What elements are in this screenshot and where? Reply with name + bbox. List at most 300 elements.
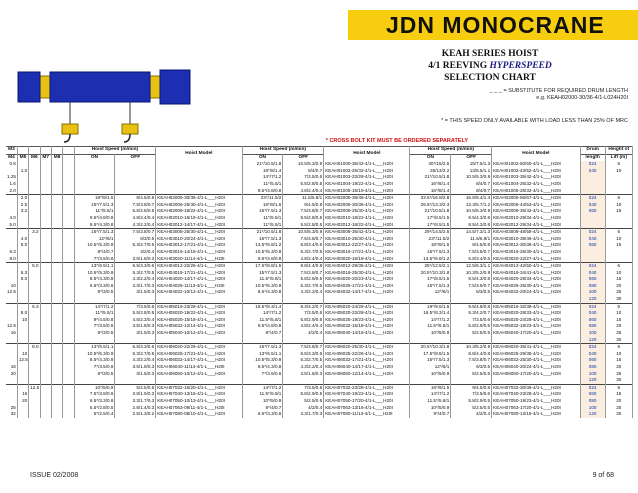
row-class-m8	[51, 202, 62, 209]
row-class-m6	[29, 249, 40, 256]
row-class-m7	[40, 303, 51, 310]
table-row	[6, 263, 633, 270]
row-speed1-off: 3.5/1.8/0.3	[115, 256, 156, 263]
header-on-3: ON	[410, 154, 451, 161]
row-class-m8	[51, 236, 62, 243]
row-model3: KEAH01003-35/42-4/1-L___H20I	[492, 174, 581, 181]
row-speed3-on: 14*/7/1.2	[410, 391, 451, 398]
row-model1: KEAH06050-10/12-4/1-L___H20I	[156, 371, 242, 378]
row-speed1-on: 13*/6.5/1.1	[74, 263, 115, 270]
header-hoist-speed-3: Hoist Speed (m/min)	[410, 147, 492, 155]
row-speed2-off: 5.3/2.7/0.5	[283, 283, 324, 290]
row-model2: KEAH07032-23/28-4/1-L___H20I	[324, 384, 410, 391]
note-example: e.g. KEAH02000-30/36-4/1-L024H20I	[536, 95, 628, 101]
row-class-m3: 12.5	[7, 289, 16, 295]
row-class-m7	[40, 398, 51, 405]
row-model1: KEAH05020-19/22-4/1-L___H20I	[156, 310, 242, 317]
row-speed3-on	[410, 377, 451, 384]
row-class-m3	[6, 337, 17, 344]
row-speed3-off: 12.5/6.3/1.1	[451, 263, 492, 270]
row-speed3-on: 33.5*/16.8/2.8	[410, 195, 451, 202]
note-asterisk: * = THIS SPEED ONLY AVAILABLE WITH LOAD LESS THAN 25% OF MRC	[441, 118, 628, 124]
row-speed3-off: 8/4/0.7	[451, 188, 492, 195]
row-speed1-off: 5/2.5/0.5	[115, 384, 156, 391]
row-speed2-off: 10.5/5.3/0.9	[283, 161, 324, 168]
row-class-m8	[51, 195, 62, 202]
row-speed1-off: 7/3.5/0.6	[115, 303, 156, 310]
row-speed2-off: 8.3/4.2/0.7	[283, 303, 324, 310]
row-speed2-on: 17.5*/8.8/1.5	[242, 263, 283, 270]
title-reeving-prefix: 4/1 REEVING	[428, 61, 490, 71]
row-speed2-on: 11*/5.5/1	[242, 215, 283, 222]
row-class-m3	[6, 195, 17, 202]
row-speed3-off: 7.5/3.8/0.7	[451, 357, 492, 364]
row-drum-length: 080	[580, 398, 605, 405]
row-speed2-on: 10*/5/0.9	[242, 398, 283, 405]
row-lift-height: 10	[605, 310, 632, 317]
row-speed3-off: 7.5/3.8/0.7	[451, 249, 492, 256]
row-class-m6	[29, 168, 40, 175]
row-speed2-on: 8.5*/4.3/0.8	[242, 364, 283, 371]
row-class-m5	[17, 263, 28, 270]
issue-date: ISSUE 02/2008	[30, 472, 79, 479]
table-row	[6, 351, 633, 358]
row-speed1-on: 14*/7/1.2	[74, 303, 115, 310]
row-speed3-on: 14*/7/1.2	[410, 317, 451, 324]
row-speed3-on: 16*/8/1.4	[410, 188, 451, 195]
row-class-m8	[51, 323, 62, 330]
row-speed1-on: 7*/3.5/0.6	[74, 256, 115, 263]
row-speed1-on: 8.5*/4.3/0.8	[74, 222, 115, 229]
row-speed2-on: 16.5*/8.3/1.4	[242, 303, 283, 310]
row-speed1-off: 5.5/2.8/0.5	[115, 310, 156, 317]
table-row	[6, 195, 633, 202]
row-lift-height: 15	[605, 391, 632, 398]
row-class-m6	[29, 357, 40, 364]
row-class-m8	[51, 405, 62, 412]
row-class-m5	[17, 256, 28, 263]
row-speed1-off	[115, 296, 156, 303]
row-speed2-on: 15*/7.5/1.3	[242, 344, 283, 351]
row-class-m3	[6, 296, 17, 303]
row-class-m8	[51, 263, 62, 270]
row-class-m5: 10	[17, 317, 28, 324]
row-speed3-off: 8.5/4.3/0.8	[451, 222, 492, 229]
row-drum-length: 024	[580, 229, 605, 236]
row-model1: KEAH02008-18/22-4/1-L___H20I	[156, 208, 242, 215]
row-speed2-on: 14*/7/1.2	[242, 174, 283, 181]
row-model3: KEAH04032-20/24-4/1-L___H20I	[492, 289, 581, 296]
row-model2: KEAH01003-23/28-4/1-L___H20I	[324, 174, 410, 181]
row-speed2-off: 4/2/0.4	[283, 330, 324, 337]
row-model2: KEAH04016-25/30-4/1-L___H20I	[324, 270, 410, 277]
row-model1: KEAH05025-15/18-4/1-L___H20I	[156, 317, 242, 324]
row-speed2-on: 21*/10.5/1.8	[242, 161, 283, 168]
row-speed3-off: 8.5/4.3/0.8	[451, 276, 492, 283]
row-speed3-on: 10*/5/0.9	[410, 371, 451, 378]
row-drum-length: 060	[580, 357, 605, 364]
row-model1	[156, 188, 242, 195]
table-row	[6, 371, 633, 378]
row-speed3-on: 17*/8.5/1.5	[410, 222, 451, 229]
row-model3: KEAH03012-30/36-4/1-L___H20I	[492, 242, 581, 249]
header-height-of: Height of	[605, 147, 632, 155]
row-class-m3	[6, 317, 17, 324]
row-speed1-off: 6/3/0.5	[115, 236, 156, 243]
row-model2: KEAH07040-19/22-4/1-L___H20I	[324, 391, 410, 398]
row-speed3-off: 9/4.5/0.8	[451, 384, 492, 391]
row-speed2-on: 9.5*/4.8/0.8	[242, 256, 283, 263]
row-model3: KEAH03020-22/27-4/1-L___H20I	[492, 256, 581, 263]
row-speed2-off: 4.8/2.4/0.4	[283, 188, 324, 195]
header-m4: M4	[6, 154, 17, 161]
row-model1: KEAH04025-11/13-4/1-L___H20I	[156, 283, 242, 290]
row-model3: KEAH06025-29/35-4/1-L___H20I	[492, 351, 581, 358]
row-speed2-off: 6.5/3.3/0.6	[283, 351, 324, 358]
row-speed1-on: 15*/7.5/1.3	[74, 202, 115, 209]
row-model1: KEAH07080-08/10-4/1-L___H20I	[156, 411, 242, 418]
row-model1: KEAH06040-11/14-4/1-L___H20I	[156, 364, 242, 371]
row-speed3-on	[410, 296, 451, 303]
row-speed3-off: 10.3/5.2/0.9	[451, 270, 492, 277]
hoist-illustration	[10, 36, 215, 146]
row-speed2-on: 7*/3.5/0.6	[242, 371, 283, 378]
row-model2: KEAH07050-17/20-4/1-L___H20I	[324, 398, 410, 405]
row-class-m5: 16	[17, 391, 28, 398]
row-class-m8	[51, 296, 62, 303]
row-speed1-on: 10*/5/0.9	[74, 384, 115, 391]
row-speed2-on: 11*/5.5/1	[242, 181, 283, 188]
row-speed2-on: 16*/8/1.4	[242, 168, 283, 175]
row-speed3-on: 29*/14.5/2.5	[410, 229, 451, 236]
row-speed1-on: 11*/5.5/1	[74, 208, 115, 215]
row-model3: KEAH07080-13/16-4/1-L___H20I	[492, 411, 581, 418]
row-speed2-on: 13*/6.5/1.1	[242, 351, 283, 358]
row-speed2-on: 13.5*/6.8/1.2	[242, 242, 283, 249]
row-drum-length	[580, 188, 605, 195]
row-model3: KEAH01004-26/32-4/1-L___H20I	[492, 181, 581, 188]
row-speed1-on: 5.5*/2.8/0.5	[74, 405, 115, 412]
table-row	[6, 236, 633, 243]
row-class-m7	[40, 270, 51, 277]
row-class-m7	[40, 242, 51, 249]
row-class-m8	[51, 411, 62, 418]
row-drum-length: 120	[580, 296, 605, 303]
row-class-m5	[17, 174, 28, 181]
row-class-m6	[29, 296, 40, 303]
header-m5: M5	[17, 154, 28, 161]
row-model2: KEAH02005-38/46-4/1-L___H20I	[324, 195, 410, 202]
row-model3: KEAH01005-26/32-4/1-L___H20I	[492, 188, 581, 195]
row-speed2-off: 3.3/1.7/0.3	[283, 411, 324, 418]
row-drum-length: 040	[580, 351, 605, 358]
row-speed3-off: 11.5/5.8/1	[451, 236, 492, 243]
row-model3: KEAH07050-19/23-4/1-L___H20I	[492, 398, 581, 405]
row-class-m6	[29, 174, 40, 181]
table-row	[6, 364, 633, 371]
selection-table	[6, 146, 633, 418]
row-speed3-on: 12*/6/1	[410, 364, 451, 371]
row-class-m6	[29, 161, 40, 168]
row-model2: KEAH03012-22/27-4/1-L___H20I	[324, 242, 410, 249]
row-class-m7	[40, 256, 51, 263]
row-class-m8	[51, 270, 62, 277]
row-lift-height: 15	[605, 276, 632, 283]
hoist-drawing	[18, 70, 190, 142]
row-drum-length: 040	[580, 310, 605, 317]
row-speed2-on	[242, 296, 283, 303]
row-drum-length: 120	[580, 411, 605, 418]
row-class-m5	[17, 364, 28, 371]
row-speed1-on	[74, 296, 115, 303]
row-speed3-off: 10.5/5.3/0.9	[451, 174, 492, 181]
row-speed3-on: 20.5*/10.3/1.8	[410, 344, 451, 351]
row-speed1-on: 13*/6.5/1.1	[74, 344, 115, 351]
row-speed3-off: 7.5/3.8/0.7	[451, 283, 492, 290]
row-drum-length: 100	[580, 405, 605, 412]
row-speed1-off: 3.3/1.7/0.3	[115, 283, 156, 290]
row-speed1-on: 7*/3.5/0.6	[74, 364, 115, 371]
row-speed3-on: 23*/11.5/2	[410, 236, 451, 243]
row-class-m5: 2.0	[17, 195, 28, 202]
table-row	[6, 161, 633, 168]
row-speed1-on: 8.5*/4.3/0.8	[74, 357, 115, 364]
row-class-m7	[40, 161, 51, 168]
row-speed2-on: 6.5*/3.3/0.6	[242, 411, 283, 418]
row-class-m6	[29, 371, 40, 378]
header-on-1: ON	[74, 154, 115, 161]
row-speed2-off: 7.5/3.8/0.7	[283, 270, 324, 277]
row-class-m8	[51, 168, 62, 175]
row-model2	[324, 337, 410, 344]
row-speed1-off: 4.8/2.4/0.4	[115, 215, 156, 222]
row-speed1-off	[115, 168, 156, 175]
row-speed3-off	[451, 337, 492, 344]
row-model3: KEAH03016-25/30-4/1-L___H20I	[492, 249, 581, 256]
row-speed1-off: 3/1.5/0.3	[115, 371, 156, 378]
row-class-m6	[29, 181, 40, 188]
row-class-m7	[40, 174, 51, 181]
table-row	[6, 310, 633, 317]
row-class-m8	[51, 222, 62, 229]
row-speed2-on: 15*/7.5/1.3	[242, 236, 283, 243]
row-model3: KEAH03010-38/46-4/1-L___H20I	[492, 236, 581, 243]
row-speed2-off: 7.5/3.8/0.7	[283, 236, 324, 243]
row-class-m8	[51, 303, 62, 310]
row-model2: KEAH03010-25/30-4/1-L___H20I	[324, 236, 410, 243]
row-model2: KEAH06040-14/17-4/1-L___H20I	[324, 364, 410, 371]
row-speed2-on: 11*/5.5/1	[242, 222, 283, 229]
row-class-m7	[40, 283, 51, 290]
row-class-m6	[29, 215, 40, 222]
row-class-m8	[51, 242, 62, 249]
row-speed2-on: 8.5*/4.3/0.8	[242, 289, 283, 296]
row-model2: KEAH05040-14/16-4/1-L___H20I	[324, 330, 410, 337]
row-lift-height: 10	[605, 351, 632, 358]
row-speed1-off	[115, 174, 156, 181]
row-class-m8	[51, 398, 62, 405]
row-class-m5: 6.3	[17, 270, 28, 277]
header-off-3: OFF	[451, 154, 492, 161]
row-model2: KEAH01005-16/19-4/1-L___H20I	[324, 188, 410, 195]
row-speed2-off: 7/3.5/0.6	[283, 310, 324, 317]
row-drum-length: 060	[580, 242, 605, 249]
row-model3: KEAH05020-28/33-4/1-L___H20I	[492, 310, 581, 317]
row-class-m7	[40, 371, 51, 378]
row-speed3-on: 11.5*/5.8/1	[410, 398, 451, 405]
row-speed1-off: 3.3/1.7/0.3	[115, 398, 156, 405]
row-class-m6: 8.0	[29, 344, 40, 351]
row-class-m3	[6, 270, 17, 277]
note-cross-bolt: * CROSS BOLT KIT MUST BE ORDERED SEPARATELY	[325, 138, 468, 144]
row-class-m8	[51, 276, 62, 283]
row-class-m6	[29, 208, 40, 215]
row-model1	[156, 296, 242, 303]
row-model2: KEAH06032-17/21-4/1-L___H20I	[324, 357, 410, 364]
row-lift-height: 30	[605, 337, 632, 344]
row-lift-height: 10	[605, 202, 632, 209]
row-class-m8	[51, 364, 62, 371]
row-speed1-on: 15*/7.5/1.3	[74, 229, 115, 236]
table-row	[6, 330, 633, 337]
table-row	[6, 174, 633, 181]
header-off-2: OFF	[283, 154, 324, 161]
row-class-m8	[51, 377, 62, 384]
row-class-m7	[40, 208, 51, 215]
row-speed1-off: 7.5/3.8/0.7	[115, 229, 156, 236]
row-speed3-on: 17*/8.5/1.5	[410, 215, 451, 222]
row-model2: KEAH07080-11/13-4/1-L___H20I	[324, 411, 410, 418]
row-lift-height: 30	[605, 411, 632, 418]
row-speed2-on: 8*/4/0.7	[242, 330, 283, 337]
row-speed3-off: 9.5/4.8/0.8	[451, 303, 492, 310]
row-lift-height: 6	[605, 303, 632, 310]
row-class-m3: 8.0	[6, 256, 17, 263]
row-model1: KEAH07032-16/20-4/1-L___H20I	[156, 384, 242, 391]
row-lift-height	[605, 188, 632, 195]
row-model2: KEAH05032-15/18-4/1-L___H20I	[324, 323, 410, 330]
row-speed1-on: 6*/3/0.5	[74, 330, 115, 337]
header-drum: Drum	[580, 147, 605, 155]
row-speed2-on	[242, 337, 283, 344]
row-drum-length: 100	[580, 330, 605, 337]
row-speed3-on	[410, 337, 451, 344]
header-lift: Lift (m)	[605, 154, 632, 161]
row-drum-length: 060	[580, 391, 605, 398]
row-model2: KEAH06050-12/14-4/1-L___H20I	[324, 371, 410, 378]
row-model3: KEAH06050-17/20-4/1-L___H20I	[492, 371, 581, 378]
row-class-m8	[51, 330, 62, 337]
row-model1: KEAH06032-14/17-4/1-L___H20I	[156, 357, 242, 364]
row-drum-length: 040	[580, 236, 605, 243]
header-m7: M7	[40, 154, 51, 161]
row-model1: KEAH04032-10/12-4/1-L___H20I	[156, 289, 242, 296]
row-speed3-off: 8.5/4.3/0.8	[451, 215, 492, 222]
row-class-m7	[40, 377, 51, 384]
row-model1	[156, 168, 242, 175]
row-model1: KEAH04016-17/21-4/1-L___H20I	[156, 270, 242, 277]
row-class-m6	[29, 222, 40, 229]
row-lift-height	[605, 215, 632, 222]
table-row	[6, 276, 633, 283]
row-class-m3	[6, 391, 17, 398]
row-lift-height: 30	[605, 296, 632, 303]
row-drum-length: 040	[580, 168, 605, 175]
header-hoist-speed-1: Hoist Speed (m/min)	[74, 147, 156, 155]
row-speed1-off	[115, 181, 156, 188]
row-class-m5	[17, 188, 28, 195]
row-speed1-off: 3/1.5/0.3	[115, 289, 156, 296]
row-model1: KEAH04020-14/17-4/1-L___H20I	[156, 276, 242, 283]
row-speed2-off: 6.8/3.4/0.6	[283, 242, 324, 249]
row-class-m5: 12.5	[18, 357, 28, 363]
row-speed1-on: 10.5*/5.3/0.9	[74, 270, 115, 277]
row-speed3-on: 21*/10.5/1.8	[410, 174, 451, 181]
row-class-m3: 16	[6, 364, 17, 371]
table-row	[6, 188, 633, 195]
row-speed1-off	[115, 377, 156, 384]
row-speed3-off: 13.3/6.7/1.2	[451, 202, 492, 209]
row-class-m5: 8.0	[17, 276, 28, 283]
row-drum-length	[580, 249, 605, 256]
row-class-m6	[29, 337, 40, 344]
row-model3: KEAH01002-43/52-4/1-L___H20I	[492, 168, 581, 175]
row-model1: KEAH03008-25/30-4/1-L___H20I	[156, 229, 242, 236]
row-class-m3: 10	[6, 283, 17, 290]
row-speed1-off: 5.3/2.7/0.5	[115, 242, 156, 249]
row-drum-length: 024	[580, 384, 605, 391]
row-model3: KEAH07032-30/36-4/1-L___H20I	[492, 384, 581, 391]
row-speed3-on: 16.5*/8.3/1.4	[410, 310, 451, 317]
row-class-m3	[6, 398, 17, 405]
row-class-m6: 12.5	[30, 384, 40, 390]
row-class-m3	[6, 236, 17, 243]
row-drum-length: 024	[580, 303, 605, 310]
header-length: length	[580, 154, 605, 161]
row-class-m5: 10	[17, 351, 28, 358]
row-model1: KEAH02012-14/17-4/1-L___H20I	[156, 222, 242, 229]
row-class-m3: 1.6	[6, 181, 17, 188]
row-class-m6	[29, 323, 40, 330]
table-row	[6, 222, 633, 229]
row-speed1-on	[74, 188, 115, 195]
row-class-m3: 5.0	[6, 222, 17, 229]
row-speed1-on: 5*/2.5/0.4	[74, 411, 115, 418]
row-class-m3: 12.5	[7, 323, 16, 329]
row-speed2-off	[283, 337, 324, 344]
row-model1	[156, 181, 242, 188]
row-speed3-off: 5.8/2.9/0.5	[451, 398, 492, 405]
row-model1: KEAH03020-11/14-4/1-L___H20I	[156, 256, 242, 263]
row-drum-length: 040	[580, 270, 605, 277]
row-class-m3	[6, 263, 17, 270]
row-speed1-off: 5.3/2.7/0.5	[115, 270, 156, 277]
row-model1: KEAH03010-20/24-4/1-L___H20I	[156, 236, 242, 243]
row-class-m8	[51, 310, 62, 317]
row-class-m6	[29, 398, 40, 405]
row-class-m7	[40, 364, 51, 371]
row-speed1-off: 6.5/3.3/0.6	[115, 344, 156, 351]
row-class-m3: 0.8	[6, 161, 17, 168]
row-model3: KEAH06020-35/41-4/1-L___H20I	[492, 344, 581, 351]
row-class-m7	[40, 296, 51, 303]
row-class-m7	[40, 384, 51, 391]
table-row	[6, 411, 633, 418]
row-lift-height: 6	[605, 195, 632, 202]
header-hoist-speed-2: Hoist Speed (m/min)	[242, 147, 324, 155]
row-speed1-off: 9/4.5/0.8	[115, 195, 156, 202]
row-speed1-on: 8*/4/0.7	[74, 249, 115, 256]
